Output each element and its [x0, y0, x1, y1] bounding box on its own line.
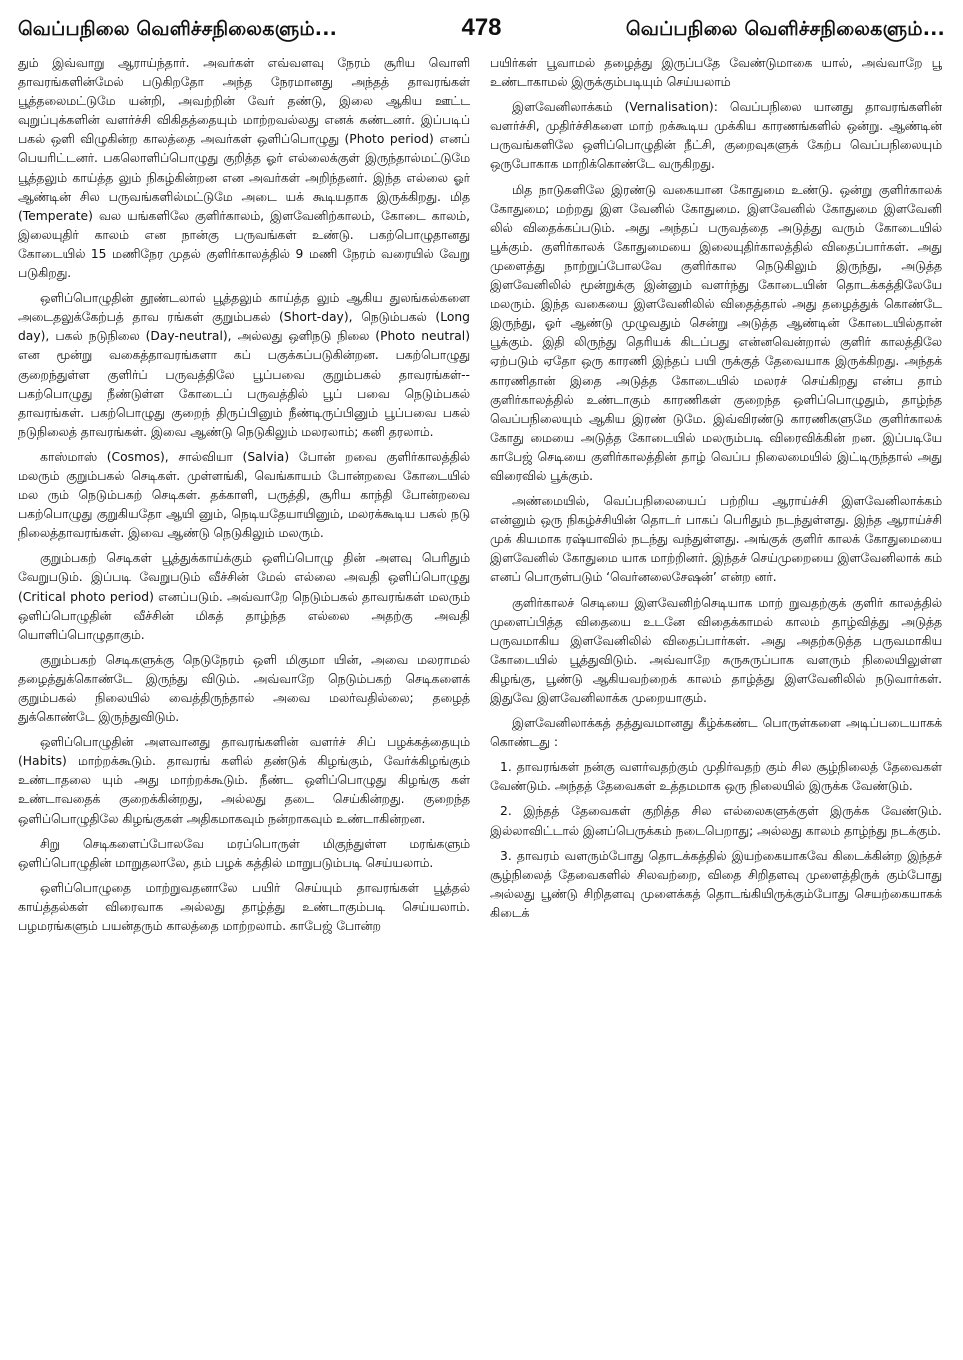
running-title-right: வெப்பநிலை வெளிச்சநிலைகளும்...: [625, 18, 945, 40]
paragraph: மித நாடுகளிலே இரண்டு வகையான கோதுமை உண்டு. ஒன்று குளிர்காலக் கோதுமை; மற்றது இள வேனில் கோதுமை. இளவேனில் கோதுமை இளவேனி லில் விதைக்கப்படும். அது அந்தப் பருவத்தை அடுத்து வரும் கோடையில் பூக்கும். குளிர்காலக் கோதுமையை இலையுதிர்காலத்தில் விதைப்பார்கள். அது முளைத்து நாற்றுப்போலவே குளிர்கால நெடுகிலும் இருந்து, அடுத்த இளவேனிலில் மூன்றுக்கு இன்னும் வளர்ந்து கோடையின் தொடக்கத்திலேயே மலரும். இந்த வகையை இளவேனிலில் விதைத்தால் அது தழைத்துக் கொண்டே இருந்து, ஓர் ஆண்டு முழுவதும் சென்று அடுத்த ஆண்டின் கோடையில்தான் பூக்கும். இதி லிருந்து தெரியக் கிடப்பது என்னவென்றால் குளிர் காலத்திலே ஏற்படும் ஏதோ ஒரு காரணி இந்தப் பயி ருக்குத் தேவையாக இருக்கிறது. அந்தக் காரணிதான் இதை அடுத்த கோடையில் மலரச் செய்கிறது என்ப தாம் குளிர்காலத்தில் உண்டாகும் காரணிகள் குறைந்த ஒளிப்பொழுதும், தாழ்ந்த வெப்பநிலையும் ஆகிய இரண் டுமே. இவ்விரண்டு காரணிகளுமே குளிர்காலக் கோது மையை அடுத்த கோடையில் மலரும்படி விரைவிக்கின் றன. இப்படியே காபேஜ் செடியை குளிர்காலத்தின் தாழ் வெப்ப நிலைமையில் இட்டிருந்தால் அது விரைவில் பூக்கும்.: [490, 182, 942, 483]
page-header: [18, 14, 945, 50]
paragraph: ஒளிப்பொழுதின் தூண்டலால் பூத்தலும் காய்த்த லும் ஆகிய துலங்கல்களை அடைதலுக்கேற்பத் தாவ ரங்கள் குறும்பகல் (Short-day), நெடும்பகல் (Long day), பகல் நடுநிலை (Day-neutral), அல்லது ஒளிநடு நிலை (Photo neutral) என மூன்று வகைத்தாவரங்களா கப் பகுக்கப்படுகின்றன. பகற்பொழுது குறைந்துள்ள குளிர்ப் பருவத்திலே பூப்பவை குறும்பகல் தாவரங்கள்-- பகற்பொழுது நீண்டுள்ள கோடைப் பருவத்தில் பூப் பவை நெடும்பகல் தாவரங்கள். பகற்பொழுது குறைந் திருப்பினும் நீண்டிருப்பினும் பூப்பவை பகல் நடுநிலைத் தாவரங்கள். இவை ஆண்டு நெடுகிலும் மலரலாம்; கனி தரலாம்.: [18, 291, 470, 439]
paragraph: ஒளிப்பொழுதின் அளவானது தாவரங்களின் வளர்ச் சிப் பழக்கத்தையும் (Habits) மாற்றக்கூடும். தாவரங் களில் தண்டுக் கிழங்கும், வேர்க்கிழங்கும் உண்டாதலை யும் அது மாற்றக்கூடும். நீண்ட ஒளிப்பொழுது கிழங்கு கள் உண்டாவதைக் குறைக்கின்றது, அல்லது தடை செய்கின்றது. குறைந்த ஒளிப்பொழுதிலே கிழங்குகள் அதிகமாகவும் நன்றாகவும் உண்டாகின்றன.: [18, 735, 470, 826]
right-column: [490, 54, 942, 1356]
paragraph: குறும்பகற் செடிகளுக்கு நெடுநேரம் ஒளி மிகுமா யின், அவை மலராமல் தழைத்துக்கொண்டே இருந்து விடும். அவ்வாறே நெடும்பகற் செடிகளைக் குறும்பகல் நிலையில் வைத்திருந்தால் அவை மலர்வதில்லை; தழைத் துக்கொண்டே இருந்துவிடும்.: [18, 652, 470, 725]
paragraph: தும் இவ்வாறு ஆராய்ந்தார். அவர்கள் எவ்வளவு நேரம் சூரிய வொளி தாவரங்களின்மேல் படுகிறதோ அந்த நேரமானது அந்தத் தாவரங்கள் பூத்தலைமட்டுமே யன்றி, அவற்றின் வேர் தண்டு, இலை ஆகிய ஊட்ட வுறுப்புக்களின் வளர்ச்சி விகிதத்தையும் மாற்றவல்லது எனக் கண்டனர். இப்படிப் பகல் ஒளி விழுகின்ற காலத்தை அவர்கள் ஒளிப்பொழுது (Photo period) எனப் பெயரிட்டனர். பகலொளிப்பொழுது குறித்த ஓர் எல்லைக்குள் இருந்தால்மட்டுமே பூத்தலும் காய்த்த லும் நிகழ்கின்றன என அவர்கள் அறிந்தனர். இந்த எல்லை ஓர் ஆண்டின் சில பருவங்களில்மட்டுமே அடை யக் கூடியதாக இருக்கிறது. மித (Temperate) வல யங்களிலே குளிர்காலம், இளவேனிற்காலம், கோடை காலம், இலையுதிர் காலம் என நான்கு பருவங்கள் உண்டு. பகற்பொழுதானது கோடையில் 15 மணிநேர முதல் குளிர்காலத்தில் 9 மணி நேரம் வரையில் வேறு படுகிறது.: [18, 56, 470, 281]
running-title-left: வெப்பநிலை வெளிச்சநிலைகளும்...: [18, 18, 338, 40]
numbered-item: 2. இந்தத் தேவைகள் குறித்த சில எல்லைகளுக்குள் இருக்க வேண்டும். இல்லாவிட்டால் இனப்பெருக்கம் நடைபெறாது; அல்லது காலம் தாழ்ந்து நடக்கும்.: [490, 804, 942, 838]
numbered-item: 1. தாவரங்கள் நன்கு வளர்வதற்கும் முதிர்வதற் கும் சில சூழ்நிலைத் தேவைகள் வேண்டும். அந்தத் தேவைகள் உத்தமமாக ஒரு நிலையில் இருக்க வேண்டும்.: [490, 760, 942, 794]
paragraph: அண்மையில், வெப்பநிலையைப் பற்றிய ஆராய்ச்சி இளவேனிலாக்கம் என்னும் ஒரு நிகழ்ச்சியின் தொடர் பாகப் பெரிதும் நடந்துள்ளது. இந்த ஆராய்ச்சி முக் கியமாக ரஷ்யாவில் நடந்து வந்துள்ளது. அங்குக் குளிர் காலக் கோதுமையை இளவேனில் கோதுமை யாக மாற்றினர். இந்தச் செய்முறையை இளவேனிலாக் கம் எனப் பொருள்படும் ‘வெர்னலைசேஷன்’ என்ற னர்.: [490, 494, 942, 585]
text-columns: [18, 54, 945, 1356]
paragraph: இளவேனிலாக்கம் (Vernalisation): வெப்பநிலை யானது தாவரங்களின் வளர்ச்சி, முதிர்ச்சிகளை மாற் றக்கூடிய முக்கிய காரணங்களில் ஒன்று. ஆண்டின் பருவங்களிலே ஒளிப்பொழுதின் நீட்சி, குறைவுகளுக் கேற்ப வெப்பநிலையும் ஒருபோகாக மாறிக்கொண்டே வருகிறது.: [490, 100, 942, 172]
page-number: 478: [461, 14, 502, 41]
numbered-item: 3. தாவரம் வளரும்போது தொடக்கத்தில் இயற்கையாகவே கிடைக்கின்ற இந்தச் சூழ்நிலைத் தேவைகளில் சிலவற்றை, விதை சிறிதளவு முளைத்திருக் கும்போது அல்லது பூண்டு சிறிதளவு முளைக்கத் தொடங்கியிருக்கும்போது செயற்கையாகக் கிடைக்: [490, 848, 942, 920]
paragraph: ஒளிப்பொழுதை மாற்றுவதனாலே பயிர் செய்யும் தாவரங்கள் பூத்தல் காய்த்தல்கள் விரைவாக அல்லது தாழ்த்து உண்டாகும்படி செய்யலாம். பழமரங்களும் பயன்தரும் காலத்தை மாற்றலாம். காபேஜ் போன்ற: [18, 880, 470, 934]
paragraph: காஸ்மாஸ் (Cosmos), சால்வியா (Salvia) போன் றவை குளிர்காலத்தில் மலரும் குறும்பகல் செடிகள். முள்ளங்கி, வெங்காயம் போன்றவை கோடையில் மல ரும் நெடும்பகற் செடிகள். தக்காளி, பருத்தி, சூரிய காந்தி போன்றவை பகற்பொழுது குறுகியதோ ஆயி னும், நெடியதேயாயினும், மலரக்கூடிய பகல் நடு நிலைத்தாவரங்கள். இவை ஆண்டு நெடுகிலும் மலரும்.: [18, 449, 470, 541]
paragraph: இளவேனிலாக்கத் தத்துவமானது கீழ்க்கண்ட பொருள்களை அடிப்படையாகக் கொண்டது :: [490, 716, 942, 750]
paragraph: சிறு செடிகளைப்போலவே மரப்பொருள் மிகுந்துள்ள மரங்களும் ஒளிப்பொழுதின் மாறுதலாலே, தம் பழக் கத்தில் மாறுபடும்படி செய்யலாம்.: [18, 836, 470, 870]
left-column: [18, 54, 470, 1356]
paragraph: குறும்பகற் செடிகள் பூத்துக்காய்க்கும் ஒளிப்பொழு தின் அளவு பெரிதும் வேறுபடும். இப்படி வேறுபடும் வீச்சின் மேல் எல்லை அவதி ஒளிப்பொழுது (Critical photo period) எனப்படும். அவ்வாறே நெடும்பகல் தாவரங்கள் மலரும் ஒளிப்பொழுதின் வீச்சின் மிகத் தாழ்ந்த எல்லை அதற்கு அவதி யொளிப்பொழுதாகும்.: [18, 551, 470, 642]
paragraph: குளிர்காலச் செடியை இளவேனிற்செடியாக மாற் றுவதற்குக் குளிர் காலத்தில் முளைப்பித்த விதையை உடனே விதைக்காமல் காலம் தாழ்வித்து அடுத்த பருவமாகிய இளவேனிலில் விதைப்பார்கள். அது அதற்கடுத்த பருவமாகிய கோடையில் பூத்துவிடும். அவ்வாறே சுருசுருப்பாக வளரும் நிலையிலுள்ள கிழங்கு, பூண்டு ஆகியவற்றைக் காலம் தாழ்த்து இளவேனிலில் நடுவார்கள். இதுவே இளவேனிலாக்க முறையாகும்.: [490, 595, 942, 705]
paragraph: பயிர்கள் பூவாமல் தழைத்து இருப்பதே வேண்டுமாகை யால், அவ்வாறே பூ உண்டாகாமல் இருக்கும்படியும் செய்யலாம்: [490, 56, 942, 90]
